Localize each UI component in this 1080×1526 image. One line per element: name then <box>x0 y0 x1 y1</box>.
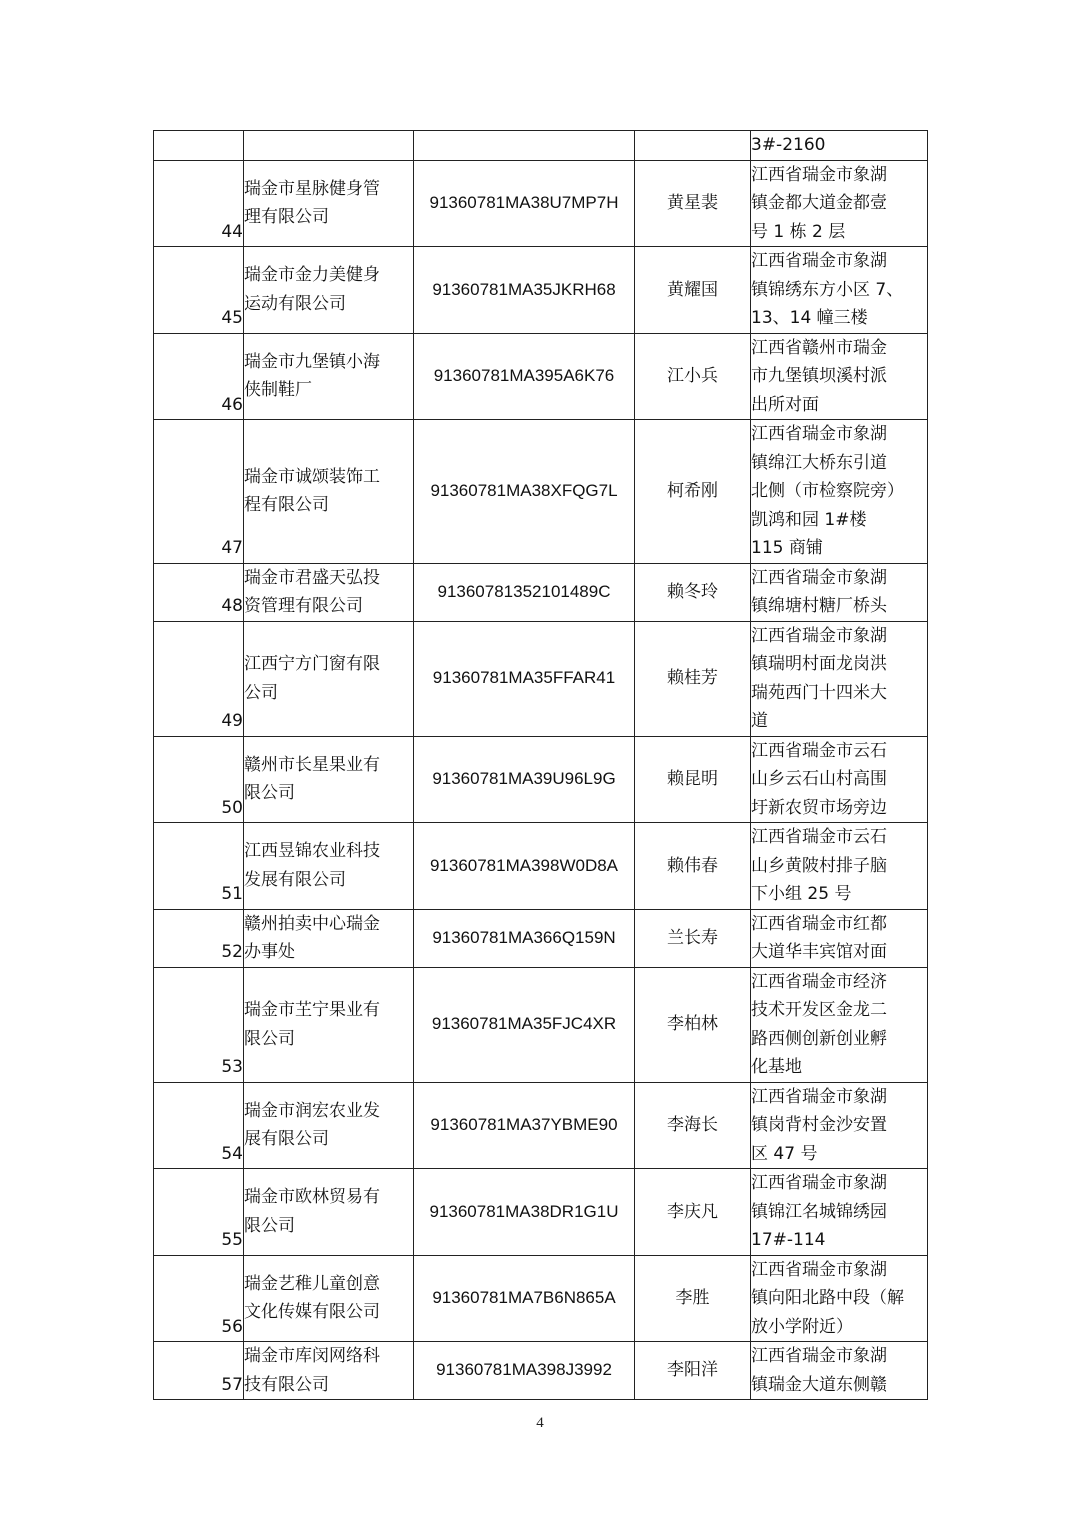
address-line: 北侧（市检察院旁） <box>751 481 904 501</box>
address-line: 江西省瑞金市云石 <box>751 827 887 847</box>
credit-code: 91360781MA38XFQG7L <box>414 420 635 564</box>
table-row <box>154 563 928 621</box>
company-name-line: 限公司 <box>244 783 295 804</box>
company-name <box>244 1169 414 1256</box>
company-name <box>244 160 414 247</box>
address-line: 区 47 号 <box>751 1143 818 1164</box>
company-name <box>244 1082 414 1169</box>
company-name-line: 文化传媒有限公司 <box>244 1302 380 1323</box>
address-line: 江西省瑞金市象湖 <box>751 625 887 646</box>
address-line: 镇瑞明村面龙岗洪 <box>751 654 887 674</box>
address-line: 17#-114 <box>751 1230 826 1250</box>
legal-representative: 黄耀国 <box>635 247 751 334</box>
company-name-line: 瑞金市库闵网络科 <box>244 1346 380 1366</box>
credit-code: 91360781MA35FFAR41 <box>414 621 635 736</box>
address-line: 凯鸿和园 1#楼 <box>751 509 867 530</box>
address-line: 江西省瑞金市象湖 <box>751 424 887 444</box>
address-line: 江西省赣州市瑞金 <box>751 337 887 358</box>
company-name-line: 资管理有限公司 <box>244 596 363 616</box>
credit-code: 91360781MA35FJC4XR <box>414 967 635 1082</box>
company-name-line: 公司 <box>244 682 278 703</box>
table-row <box>154 621 928 736</box>
row-number: 52 <box>154 909 244 967</box>
address-line: 市九堡镇坝溪村派 <box>751 366 887 386</box>
company-name <box>244 621 414 736</box>
address <box>751 621 928 736</box>
address-line: 镇绵江大桥东引道 <box>751 452 887 473</box>
address-line: 江西省瑞金市象湖 <box>751 1346 887 1366</box>
company-name-line: 程有限公司 <box>244 495 329 516</box>
company-name-line: 侠制鞋厂 <box>244 380 312 401</box>
credit-code <box>414 131 635 161</box>
address-line: 大道华丰宾馆对面 <box>751 942 887 962</box>
company-name-line: 办事处 <box>244 942 295 962</box>
company-name <box>244 333 414 420</box>
address-line: 镇岗背村金沙安置 <box>751 1115 887 1135</box>
table-row <box>154 247 928 334</box>
row-number: 47 <box>154 420 244 564</box>
credit-code: 91360781MA395A6K76 <box>414 333 635 420</box>
address-line: 江西省瑞金市象湖 <box>751 1259 887 1280</box>
row-number: 57 <box>154 1342 244 1400</box>
table-row <box>154 967 928 1082</box>
legal-representative: 黄星裴 <box>635 160 751 247</box>
address-line: 山乡云石山村高围 <box>751 769 887 789</box>
company-name-line: 瑞金市芏宁果业有 <box>244 1000 380 1020</box>
address-line: 出所对面 <box>751 394 819 415</box>
address <box>751 131 928 161</box>
address-line: 山乡黄陂村排子脑 <box>751 855 887 876</box>
company-name-line: 赣州拍卖中心瑞金 <box>244 913 380 934</box>
address-line: 江西省瑞金市经济 <box>751 971 887 992</box>
address-line: 镇瑞金大道东侧赣 <box>751 1374 887 1395</box>
company-name-line: 瑞金市欧林贸易有 <box>244 1187 380 1208</box>
legal-representative: 李阳洋 <box>635 1342 751 1400</box>
table-row <box>154 736 928 823</box>
row-number: 45 <box>154 247 244 334</box>
company-name-line: 瑞金市金力美健身 <box>244 265 380 286</box>
table-row <box>154 1255 928 1342</box>
credit-code: 91360781352101489C <box>414 563 635 621</box>
address-line: 江西省瑞金市云石 <box>751 740 887 761</box>
table-row <box>154 1169 928 1256</box>
row-number: 49 <box>154 621 244 736</box>
row-number: 48 <box>154 563 244 621</box>
registry-table <box>153 130 928 1400</box>
company-name <box>244 736 414 823</box>
row-number: 56 <box>154 1255 244 1342</box>
company-name-line: 发展有限公司 <box>244 869 346 890</box>
address-line: 江西省瑞金市象湖 <box>751 1173 887 1193</box>
credit-code: 91360781MA7B6N865A <box>414 1255 635 1342</box>
company-name-line: 限公司 <box>244 1215 295 1236</box>
credit-code: 91360781MA398J3992 <box>414 1342 635 1400</box>
address-line: 镇锦绣东方小区 7、 <box>751 279 904 300</box>
company-name-line: 技有限公司 <box>244 1374 329 1395</box>
address <box>751 563 928 621</box>
address-line: 115 商铺 <box>751 538 823 558</box>
address-line: 瑞苑西门十四米大 <box>751 682 887 703</box>
company-name-line: 瑞金市九堡镇小海 <box>244 351 380 372</box>
legal-representative: 李柏林 <box>635 967 751 1082</box>
table-body <box>154 131 928 1400</box>
company-name <box>244 909 414 967</box>
legal-representative: 李庆凡 <box>635 1169 751 1256</box>
row-number: 51 <box>154 823 244 910</box>
company-name <box>244 131 414 161</box>
address-line: 镇绵塘村糖厂桥头 <box>751 596 887 616</box>
company-name <box>244 1255 414 1342</box>
address <box>751 247 928 334</box>
address-line: 13、14 幢三楼 <box>751 308 868 328</box>
company-name-line: 运动有限公司 <box>244 293 346 314</box>
company-name-line: 江西昱锦农业科技 <box>244 841 380 862</box>
company-name <box>244 420 414 564</box>
legal-representative: 江小兵 <box>635 333 751 420</box>
legal-representative: 赖昆明 <box>635 736 751 823</box>
legal-representative: 李海长 <box>635 1082 751 1169</box>
row-number: 46 <box>154 333 244 420</box>
company-name-line: 瑞金市君盛天弘投 <box>244 567 380 588</box>
legal-representative: 赖伟春 <box>635 823 751 910</box>
company-name-line: 江西宁方门窗有限 <box>244 654 380 674</box>
address <box>751 1169 928 1256</box>
address <box>751 160 928 247</box>
legal-representative: 赖桂芳 <box>635 621 751 736</box>
address-line: 3#-2160 <box>751 135 826 155</box>
credit-code: 91360781MA38DR1G1U <box>414 1169 635 1256</box>
address <box>751 967 928 1082</box>
address-line: 江西省瑞金市象湖 <box>751 251 887 271</box>
address <box>751 909 928 967</box>
company-name-line: 赣州市长星果业有 <box>244 754 380 775</box>
table-row <box>154 909 928 967</box>
address <box>751 1342 928 1400</box>
address <box>751 420 928 564</box>
table-row <box>154 1342 928 1400</box>
address-line: 江西省瑞金市象湖 <box>751 164 887 185</box>
table-row <box>154 333 928 420</box>
table-row <box>154 160 928 247</box>
address <box>751 736 928 823</box>
company-name <box>244 563 414 621</box>
page-number: 4 <box>536 1415 544 1431</box>
address-line: 圩新农贸市场旁边 <box>751 797 887 818</box>
row-number <box>154 131 244 161</box>
company-name-line: 瑞金艺稚儿童创意 <box>244 1273 380 1294</box>
address-line: 放小学附近） <box>751 1316 853 1337</box>
company-name <box>244 967 414 1082</box>
address <box>751 1255 928 1342</box>
address-line: 江西省瑞金市象湖 <box>751 567 887 588</box>
credit-code: 91360781MA38U7MP7H <box>414 160 635 247</box>
company-name-line: 瑞金市润宏农业发 <box>244 1100 380 1121</box>
address-line: 镇向阳北路中段（解 <box>751 1288 904 1308</box>
credit-code: 91360781MA39U96L9G <box>414 736 635 823</box>
company-name <box>244 1342 414 1400</box>
row-number: 53 <box>154 967 244 1082</box>
company-name <box>244 823 414 910</box>
company-name-line: 瑞金市诚颂装饰工 <box>244 466 380 487</box>
address <box>751 1082 928 1169</box>
row-number: 54 <box>154 1082 244 1169</box>
table-row <box>154 420 928 564</box>
address-line: 号 1 栋 2 层 <box>751 221 846 242</box>
table-row <box>154 131 928 161</box>
address-line: 下小组 25 号 <box>751 884 852 904</box>
address <box>751 333 928 420</box>
address-line: 化基地 <box>751 1057 802 1077</box>
row-number: 44 <box>154 160 244 247</box>
address-line: 镇金都大道金都壹 <box>751 193 887 213</box>
address-line: 技术开发区金龙二 <box>751 1000 887 1020</box>
row-number: 55 <box>154 1169 244 1256</box>
credit-code: 91360781MA35JKRH68 <box>414 247 635 334</box>
company-name-line: 瑞金市星脉健身管 <box>244 178 380 199</box>
legal-representative <box>635 131 751 161</box>
address <box>751 823 928 910</box>
table-row <box>154 1082 928 1169</box>
address-line: 江西省瑞金市红都 <box>751 913 887 934</box>
company-name <box>244 247 414 334</box>
legal-representative: 柯希刚 <box>635 420 751 564</box>
company-name-line: 展有限公司 <box>244 1129 329 1150</box>
company-name-line: 限公司 <box>244 1028 295 1049</box>
credit-code: 91360781MA398W0D8A <box>414 823 635 910</box>
credit-code: 91360781MA37YBME90 <box>414 1082 635 1169</box>
credit-code: 91360781MA366Q159N <box>414 909 635 967</box>
address-line: 路西侧创新创业孵 <box>751 1028 887 1049</box>
company-name-line: 理有限公司 <box>244 207 329 228</box>
address-line: 江西省瑞金市象湖 <box>751 1086 887 1107</box>
legal-representative: 兰长寿 <box>635 909 751 967</box>
table-row <box>154 823 928 910</box>
address-line: 镇锦江名城锦绣园 <box>751 1201 887 1222</box>
legal-representative: 赖冬玲 <box>635 563 751 621</box>
legal-representative: 李胜 <box>635 1255 751 1342</box>
address-line: 道 <box>751 711 768 731</box>
row-number: 50 <box>154 736 244 823</box>
